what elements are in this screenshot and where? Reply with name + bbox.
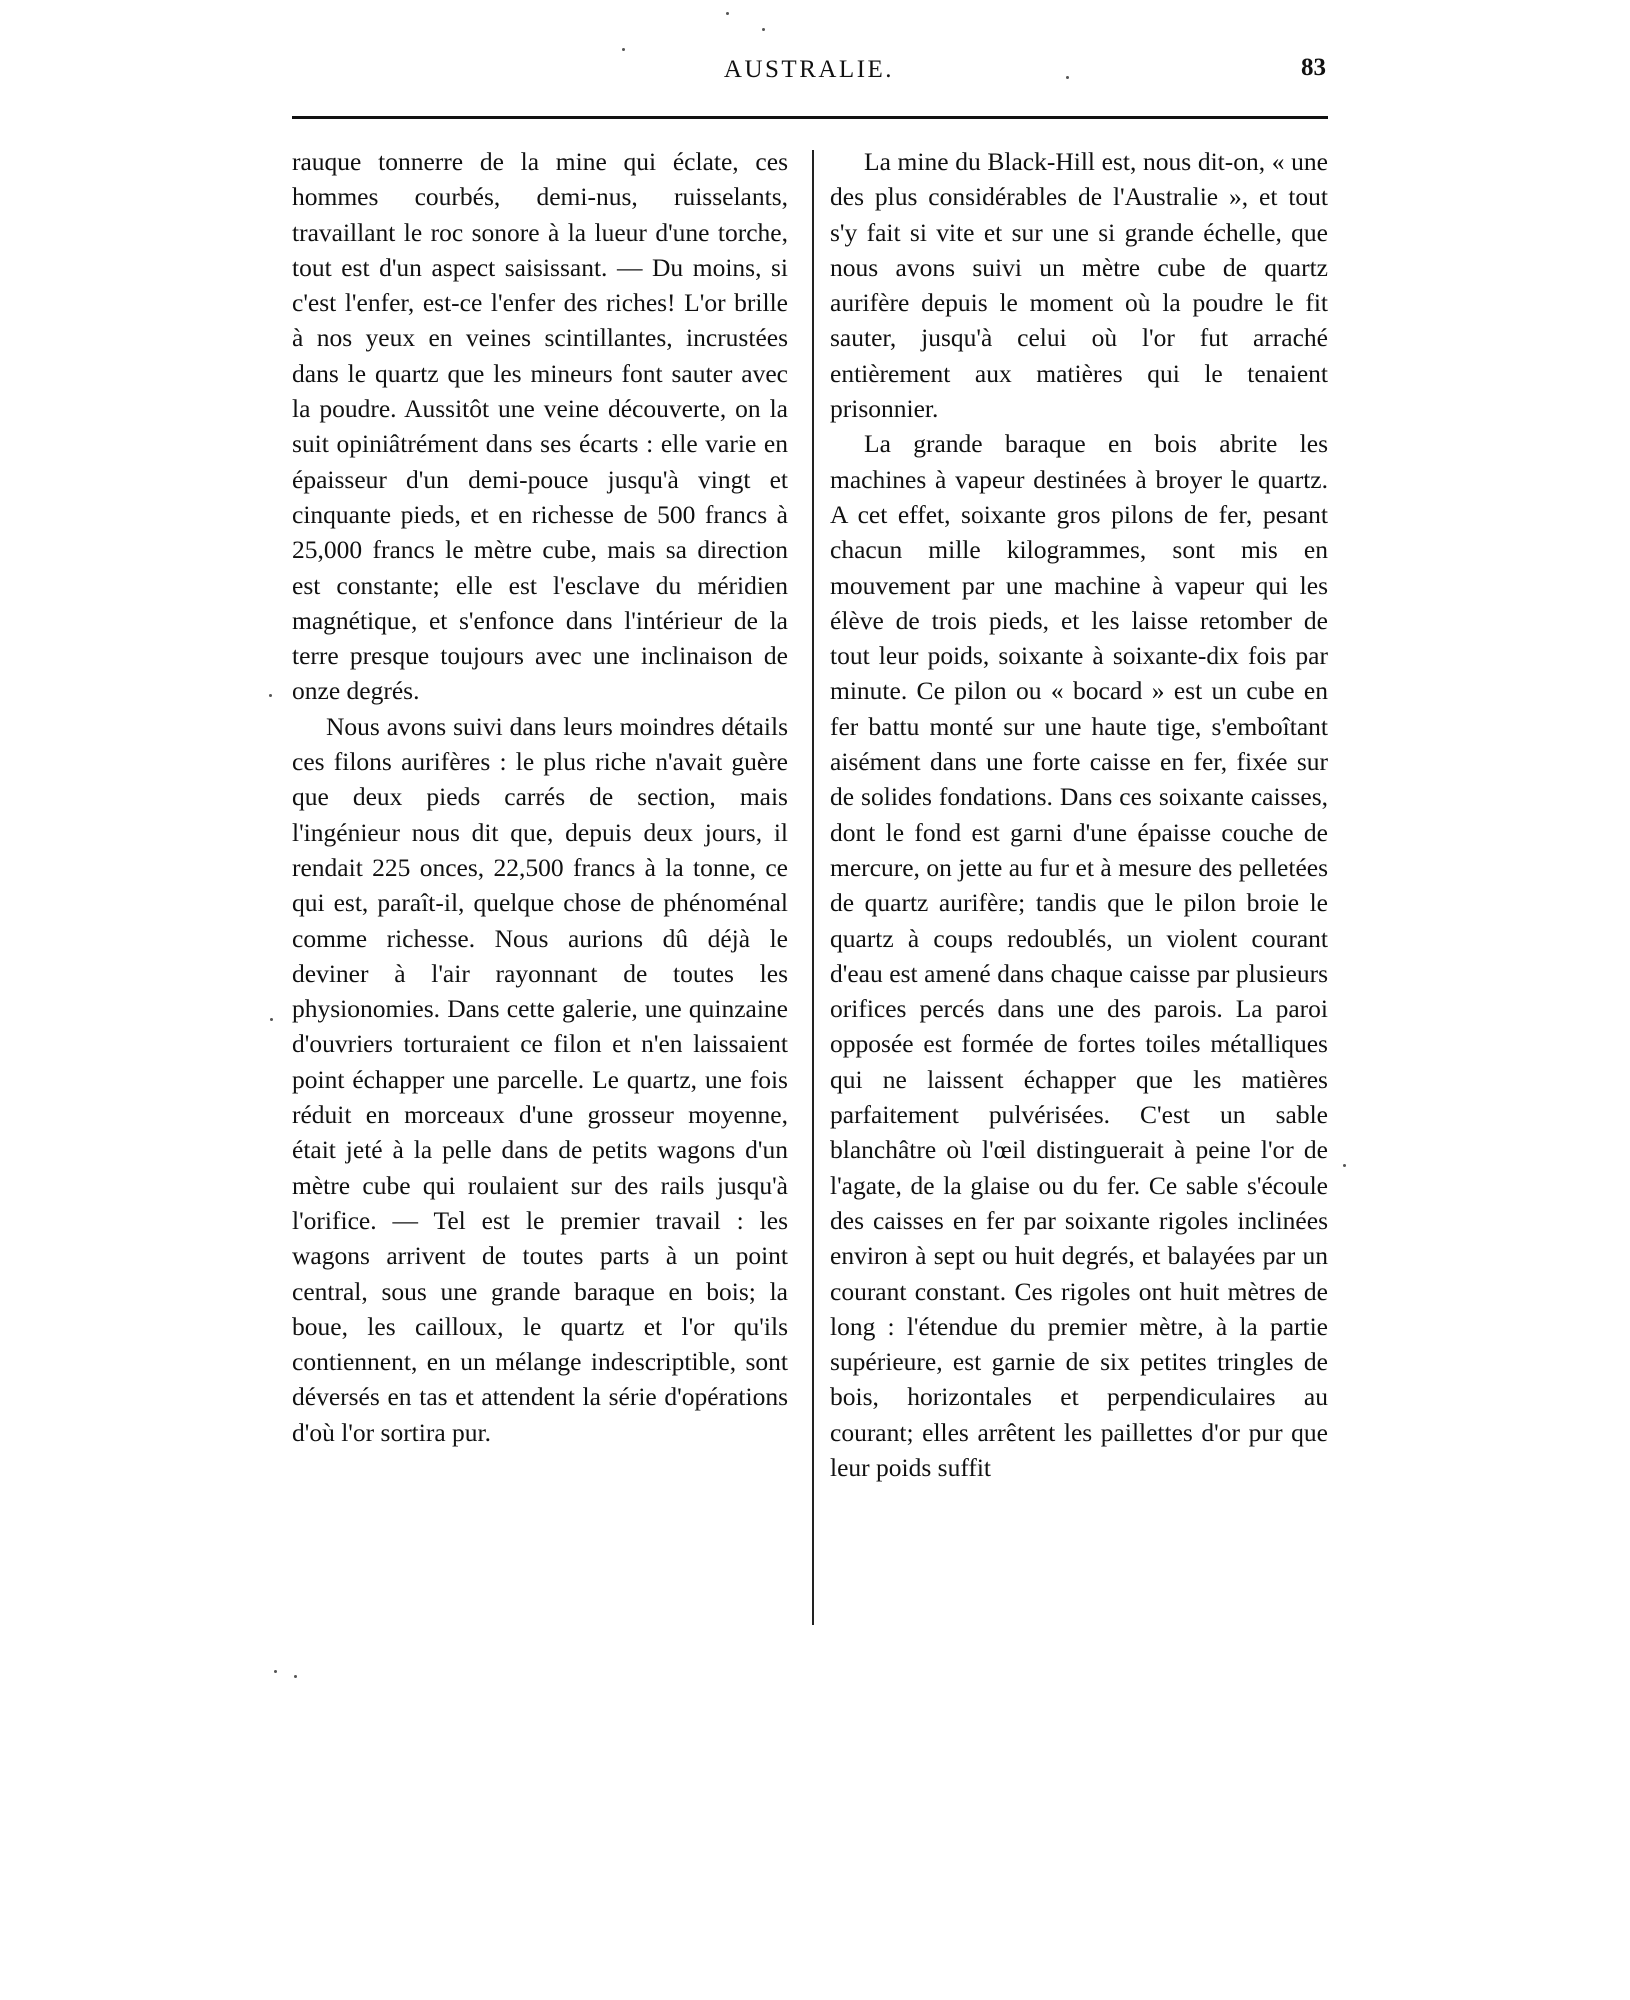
right-column xyxy=(830,144,1328,1485)
paragraph: La grande baraque en bois abrite les machines à vapeur destinées à broyer le quartz. A cet effet, soixante gros pilons de fer, pesant chacun mille kilogrammes, sont mis en mouvement par une machine à vapeur qui les élève de trois pieds, et les laisse retomber de tout leur poids, soixante à soixante-dix fois par minute. Ce pilon ou « bocard » est un cube en fer battu monté sur une haute tige, s'emboîtant aisément dans une forte caisse en fer, fixée sur de solides fondations. Dans ces soixante caisses, dont le fond est garni d'une épaisse couche de mercure, on jette au fur et à mesure des pelletées de quartz aurifère; tandis que le pilon broie le quartz à coups redoublés, un violent courant d'eau est amené dans chaque caisse par plusieurs orifices percés dans une des parois. La paroi opposée est formée de fortes toiles métalliques qui ne laissent échapper que les matières parfaitement pulvérisées. C'est un sable blanchâtre où l'œil distinguerait à peine l'or de l'agate, de la glaise ou du fer. Ce sable s'écoule des caisses en fer par soixante rigoles inclinées environ à sept ou huit degrés, et balayées par un courant constant. Ces rigoles ont huit mètres de long : l'étendue du premier mètre, à la partie supérieure, est garnie de six petites tringles de bois, horizontales et perpendiculaires au courant; elles arrêtent les paillettes d'or pur que leur poids suffit xyxy=(830,429,1328,1482)
scan-speck xyxy=(269,694,272,697)
paragraph-continued: rauque tonnerre de la mine qui éclate, ces hommes courbés, demi-nus, ruisselants, travaillant le roc sonore à la lueur d'une torche, tout est d'un aspect saisissant. — Du moins, si c'est l'enfer, est-ce l'enfer des riches! L'or brille à nos yeux en veines scintillantes, incrustées dans le quartz que les mineurs font sauter avec la poudre. Aussitôt une veine découverte, on la suit opiniâtrément dans ses écarts : elle varie en épaisseur d'un demi-pouce jusqu'à vingt et cinquante pieds, et en richesse de 500 francs à 25,000 francs le mètre cube, mais sa direction est constante; elle est l'esclave du méridien magnétique, et s'enfonce dans l'intérieur de la terre presque toujours avec une inclinaison de onze degrés. xyxy=(292,147,788,706)
scan-speck xyxy=(274,1670,277,1673)
scan-speck xyxy=(726,12,729,15)
paragraph: La mine du Black-Hill est, nous dit-on, « une des plus considérables de l'Australie », et tout s'y fait si vite et sur une si grande échelle, que nous avons suivi un mètre cube de quartz aurifère depuis le moment où la poudre le fit sauter, jusqu'à celui où l'or fut arraché entièrement aux matières qui le tenaient prisonnier. xyxy=(830,147,1328,424)
paragraph: Nous avons suivi dans leurs moindres détails ces filons aurifères : le plus riche n'avait guère que deux pieds carrés de section, mais l'ingénieur nous dit que, depuis deux jours, il rendait 225 onces, 22,500 francs à la tonne, ce qui est, paraît-il, quelque chose de phénoménal comme richesse. Nous aurions dû déjà le deviner à l'air rayonnant de toutes les physionomies. Dans cette galerie, une quinzaine d'ouvriers torturaient ce filon et n'en laissaient point échapper une parcelle. Le quartz, une fois réduit en morceaux d'une grosseur moyenne, était jeté à la pelle dans de petits wagons d'un mètre cube qui roulaient sur des rails jusqu'à l'orifice. — Tel est le premier travail : les wagons arrivent de toutes parts à un point central, sous une grande baraque en bois; la boue, les cailloux, le quartz et l'or qu'ils contiennent, en un mélange indescriptible, sont déversés en tas et attendent la série d'opérations d'où l'or sortira pur. xyxy=(292,711,788,1447)
scan-speck xyxy=(622,48,625,51)
scan-speck xyxy=(294,1675,297,1678)
running-head xyxy=(292,52,1326,92)
running-title: AUSTRALIE. xyxy=(723,56,895,83)
scan-speck xyxy=(762,28,765,31)
column-divider xyxy=(812,150,814,1625)
header-rule xyxy=(292,116,1328,119)
scan-speck xyxy=(270,1018,273,1021)
scan-speck xyxy=(1343,1164,1346,1167)
page-number: 83 xyxy=(1301,54,1326,81)
left-column xyxy=(292,144,788,1450)
scan-speck xyxy=(1066,76,1069,79)
